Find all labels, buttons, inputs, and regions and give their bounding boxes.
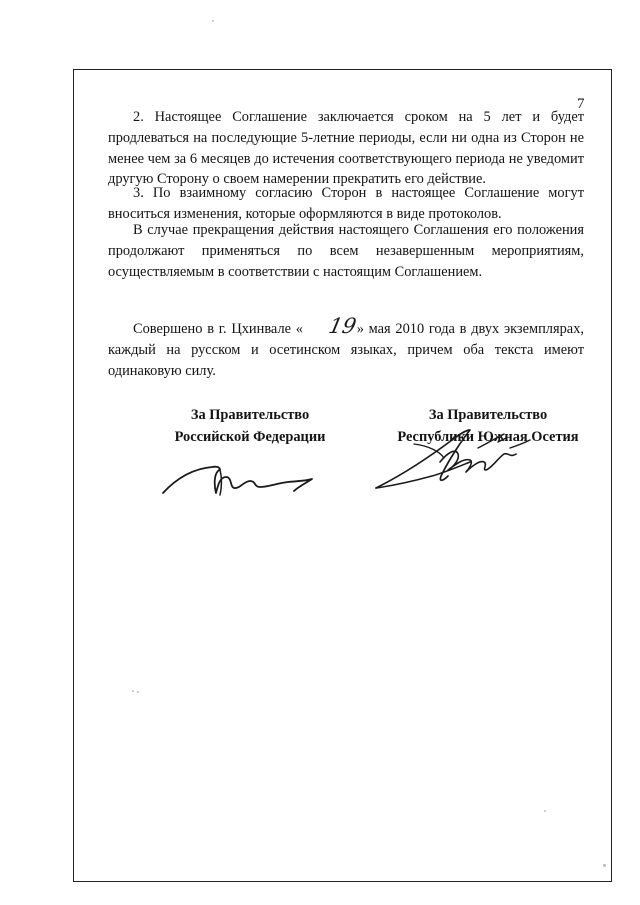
handwritten-signature-left [160, 455, 320, 500]
signature-title-line2: Республики Южная Осетия [397, 429, 579, 445]
scan-speck [544, 810, 546, 812]
handwritten-signature-right [370, 418, 540, 498]
scan-speck [603, 864, 606, 867]
signature-title-line1: За Правительство [190, 407, 310, 423]
scan-speck [132, 690, 134, 692]
paragraph-termination: В случае прекращения действия настоящего Соглашения его положения продолжают применяться по всем незавершенным мероприятиям, осуществляемым в соответствии с настоящим Соглашением. [108, 222, 584, 280]
signature-block-russia [150, 404, 350, 448]
paragraph-term: 2. Настоящее Соглашение заключается сроком на 5 лет и будет продлеваться на последующие 5-летние периоды, если ни одна из Сторон не менее чем за 6 месяцев до истечения соответствующего периода не уведомит другую Сторону о своем намерении прекратить его действие. [108, 109, 584, 188]
paragraph-amendments: 3. По взаимному согласию Сторон в настоящее Соглашение могут вноситься изменения, которые оформляются в виде протоколов. [108, 185, 584, 222]
closing-text-after: » мая 2010 года в двух экземплярах, каждый на русском и осетинском языках, причем оба текста имеют одинаковую силу. [108, 321, 584, 379]
handwritten-day: 19 [326, 314, 359, 338]
paragraph-done-at [108, 316, 584, 381]
closing-text-before: Совершено в г. Цхинвале « [133, 321, 303, 337]
page-number: 7 [577, 96, 585, 112]
scan-speck [212, 20, 214, 22]
signature-title-line1: За Правительство [428, 407, 548, 423]
signature-title-line2: Российской Федерации [174, 429, 326, 445]
scan-speck [137, 691, 139, 693]
